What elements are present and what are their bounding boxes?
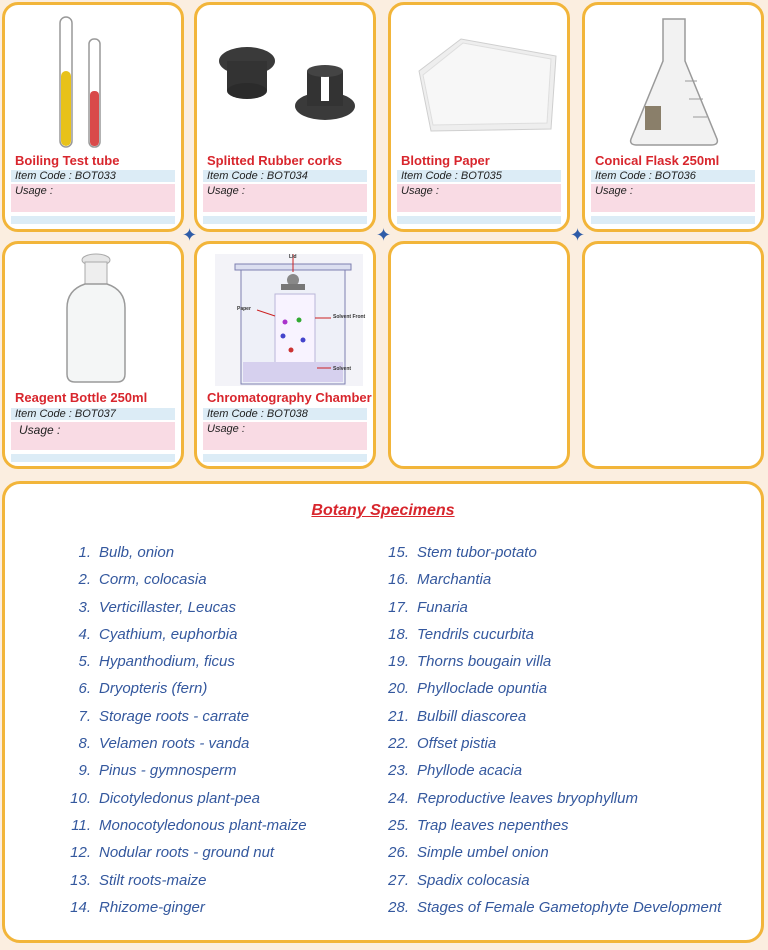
list-item: [383, 899, 721, 926]
item-number: 4.: [78, 625, 91, 643]
apparatus-title: Conical Flask 250ml: [595, 153, 720, 168]
list-item: [63, 599, 307, 626]
list-item: [383, 872, 721, 899]
list-item: [383, 762, 721, 789]
item-number: 11.: [71, 816, 91, 834]
item-name: Spadix colocasia: [417, 871, 530, 889]
item-name: Stilt roots-maize: [99, 871, 207, 889]
item-number: 27.: [388, 871, 409, 889]
item-code: Item Code : BOT038: [207, 408, 308, 420]
apparatus-card-chromatography-chamber: [194, 241, 376, 469]
list-item: [63, 735, 307, 762]
list-item: [63, 708, 307, 735]
botany-specimens-panel: [2, 481, 764, 943]
chamber-label-solvent-front: Solvent Front: [333, 314, 366, 320]
item-name: Funaria: [417, 598, 468, 616]
item-code: Item Code : BOT037: [15, 408, 116, 420]
item-number: 22.: [388, 735, 409, 753]
chamber-label-solvent: Solvent: [333, 366, 352, 372]
item-name: Dryopteris (fern): [99, 680, 208, 698]
item-number: 18.: [388, 625, 409, 643]
item-number: 9.: [78, 762, 91, 780]
chamber-label-paper: Paper: [237, 306, 251, 312]
usage-label: Usage :: [207, 423, 245, 435]
usage-label: Usage :: [595, 185, 633, 197]
reagent-bottle-image: [5, 250, 184, 390]
item-number: 12.: [70, 844, 91, 862]
item-name: Cyathium, euphorbia: [99, 625, 238, 643]
item-code: Item Code : BOT033: [15, 170, 116, 182]
item-name: Marchantia: [417, 571, 492, 589]
item-name: Phyllode acacia: [417, 762, 523, 780]
bottom-band: [203, 454, 367, 462]
item-number: 25.: [388, 816, 409, 834]
item-name: Bulbill diascorea: [417, 707, 527, 725]
list-item: [63, 817, 307, 844]
item-number: 8.: [78, 735, 91, 753]
list-item: [63, 653, 307, 680]
item-name: Trap leaves nepenthes: [417, 816, 569, 834]
list-item: [383, 817, 721, 844]
usage-label: Usage :: [207, 185, 245, 197]
blotting-paper-image: [391, 11, 570, 151]
item-number: 5.: [78, 653, 91, 671]
bottom-band: [11, 454, 175, 462]
list-item: [383, 790, 721, 817]
item-name: Stem tubor-potato: [417, 544, 537, 561]
list-item: [63, 680, 307, 707]
list-item: [63, 626, 307, 653]
item-code: Item Code : BOT035: [401, 170, 502, 182]
item-name: Monocotyledonous plant-maize: [99, 816, 307, 834]
item-name: Rhizome-ginger: [99, 898, 205, 916]
item-number: 1.: [78, 544, 91, 561]
item-number: 7.: [78, 707, 91, 725]
item-name: Corm, colocasia: [99, 571, 207, 589]
list-item: [63, 762, 307, 789]
list-item: [383, 735, 721, 762]
specimens-title: Botany Specimens: [311, 502, 455, 519]
item-number: 20.: [388, 680, 409, 698]
item-name: Tendrils cucurbita: [417, 625, 535, 643]
item-name: Simple umbel onion: [417, 844, 549, 862]
diamond-icon: ✦: [570, 225, 586, 245]
apparatus-title: Splitted Rubber corks: [207, 153, 343, 168]
apparatus-title: Chromatography Chamber: [207, 390, 372, 405]
apparatus-card-rubber-corks: [194, 2, 376, 232]
chromatography-chamber-image: [197, 250, 376, 390]
item-number: 3.: [78, 598, 91, 616]
item-name: Velamen roots - vanda: [99, 735, 250, 753]
apparatus-card-reagent-bottle: [2, 241, 184, 469]
list-item: [63, 544, 307, 571]
item-number: 15.: [388, 544, 409, 561]
list-item: [383, 844, 721, 871]
apparatus-title: Reagent Bottle 250ml: [15, 390, 148, 405]
item-code: Item Code : BOT034: [207, 170, 308, 182]
item-number: 2.: [78, 571, 91, 589]
item-name: Phylloclade opuntia: [417, 680, 548, 698]
bottom-band: [11, 216, 175, 224]
item-number: 26.: [388, 844, 409, 862]
item-name: Thorns bougain villa: [417, 653, 552, 671]
item-name: Hypanthodium, ficus: [99, 653, 235, 671]
apparatus-card-blotting-paper: [388, 2, 570, 232]
item-name: Nodular roots - ground nut: [99, 844, 275, 862]
item-number: 13.: [70, 871, 91, 889]
item-name: Bulb, onion: [99, 544, 175, 561]
item-number: 28.: [388, 898, 409, 916]
list-item: [383, 544, 721, 571]
item-name: Reproductive leaves bryophyllum: [417, 789, 638, 807]
diamond-icon: ✦: [376, 225, 392, 245]
list-item: [63, 872, 307, 899]
item-number: 24.: [388, 789, 409, 807]
list-item: [63, 899, 307, 926]
rubber-corks-image: [197, 11, 376, 151]
list-item: [383, 680, 721, 707]
apparatus-card-conical-flask: [582, 2, 764, 232]
specimens-list-right: [383, 544, 721, 926]
bottom-band: [591, 216, 755, 224]
diamond-icon: ✦: [182, 225, 198, 245]
apparatus-title: Blotting Paper: [401, 153, 490, 168]
list-item: [383, 708, 721, 735]
list-item: [383, 599, 721, 626]
item-name: Verticillaster, Leucas: [99, 598, 237, 616]
item-number: 14.: [70, 898, 91, 916]
usage-label: Usage :: [401, 185, 439, 197]
bottom-band: [203, 216, 367, 224]
item-number: 23.: [388, 762, 409, 780]
item-name: Storage roots - carrate: [99, 707, 250, 725]
usage-label: Usage :: [19, 423, 61, 437]
list-item: [63, 571, 307, 598]
usage-label: Usage :: [15, 185, 53, 197]
apparatus-card-boiling-test-tube: [2, 2, 184, 232]
item-name: Dicotyledonus plant-pea: [99, 789, 260, 807]
list-item: [63, 844, 307, 871]
list-item: [383, 653, 721, 680]
item-number: 16.: [388, 571, 409, 589]
apparatus-card-empty: [388, 241, 570, 469]
list-item: [383, 626, 721, 653]
item-name: Pinus - gymnosperm: [99, 762, 237, 780]
list-item: [63, 790, 307, 817]
item-number: 17.: [388, 598, 409, 616]
specimens-list-left: [63, 544, 307, 926]
conical-flask-image: [585, 11, 764, 151]
item-number: 6.: [78, 680, 91, 698]
item-number: 10.: [70, 789, 91, 807]
item-code: Item Code : BOT036: [595, 170, 696, 182]
list-item: [383, 571, 721, 598]
apparatus-title: Boiling Test tube: [15, 153, 120, 168]
item-name: Offset pistia: [417, 735, 497, 753]
apparatus-card-empty: [582, 241, 764, 469]
test-tubes-image: [5, 11, 184, 151]
item-number: 21.: [388, 707, 409, 725]
item-name: Stages of Female Gametophyte Development: [417, 898, 722, 916]
chamber-label-lid: Lid: [289, 254, 297, 260]
bottom-band: [397, 216, 561, 224]
item-number: 19.: [388, 653, 409, 671]
